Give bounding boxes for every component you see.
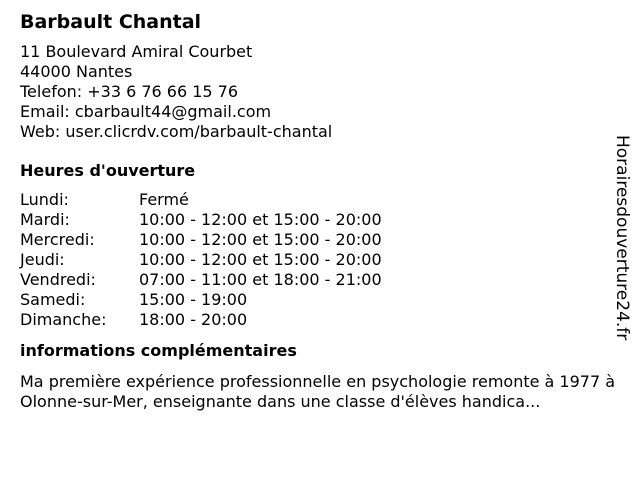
additional-info-heading: informations complémentaires xyxy=(20,341,297,360)
hours-row-wednesday xyxy=(20,230,620,250)
opening-hours-heading: Heures d'ouverture xyxy=(20,161,196,180)
hours-day: Mardi: xyxy=(20,210,70,229)
hours-time: 10:00 - 12:00 et 15:00 - 20:00 xyxy=(139,250,382,269)
opening-hours-table xyxy=(20,190,620,330)
business-card xyxy=(20,10,620,412)
address-line-city: 44000 Nantes xyxy=(20,62,133,81)
hours-day: Lundi: xyxy=(20,190,69,209)
hours-row-friday xyxy=(20,270,620,290)
hours-time: 15:00 - 19:00 xyxy=(139,290,248,309)
contact-block xyxy=(20,42,620,142)
hours-day: Mercredi: xyxy=(20,230,95,249)
hours-day: Dimanche: xyxy=(20,310,107,329)
address-line-street: 11 Boulevard Amiral Courbet xyxy=(20,42,253,61)
hours-day: Vendredi: xyxy=(20,270,96,289)
hours-time: Fermé xyxy=(139,190,189,209)
business-name: Barbault Chantal xyxy=(20,11,202,33)
hours-row-monday xyxy=(20,190,620,210)
hours-day: Samedi: xyxy=(20,290,86,309)
email-line: Email: cbarbault44@gmail.com xyxy=(20,102,272,121)
additional-info-text: Ma première expérience professionnelle en psychologie remonte à 1977 à Olonne-sur-Mer, enseignante dans une classe d'élèves handica... xyxy=(20,372,616,411)
hours-time: 10:00 - 12:00 et 15:00 - 20:00 xyxy=(139,230,382,249)
web-line: Web: user.clicrdv.com/barbault-chantal xyxy=(20,122,333,141)
hours-row-thursday xyxy=(20,250,620,270)
hours-day: Jeudi: xyxy=(20,250,65,269)
hours-time: 10:00 - 12:00 et 15:00 - 20:00 xyxy=(139,210,382,229)
hours-row-tuesday xyxy=(20,210,620,230)
hours-row-sunday xyxy=(20,310,620,330)
hours-time: 18:00 - 20:00 xyxy=(139,310,248,329)
hours-row-saturday xyxy=(20,290,620,310)
site-watermark: Horairesdouverture24.fr xyxy=(612,135,632,341)
hours-time: 07:00 - 11:00 et 18:00 - 21:00 xyxy=(139,270,382,289)
phone-line: Telefon: +33 6 76 66 15 76 xyxy=(20,82,239,101)
